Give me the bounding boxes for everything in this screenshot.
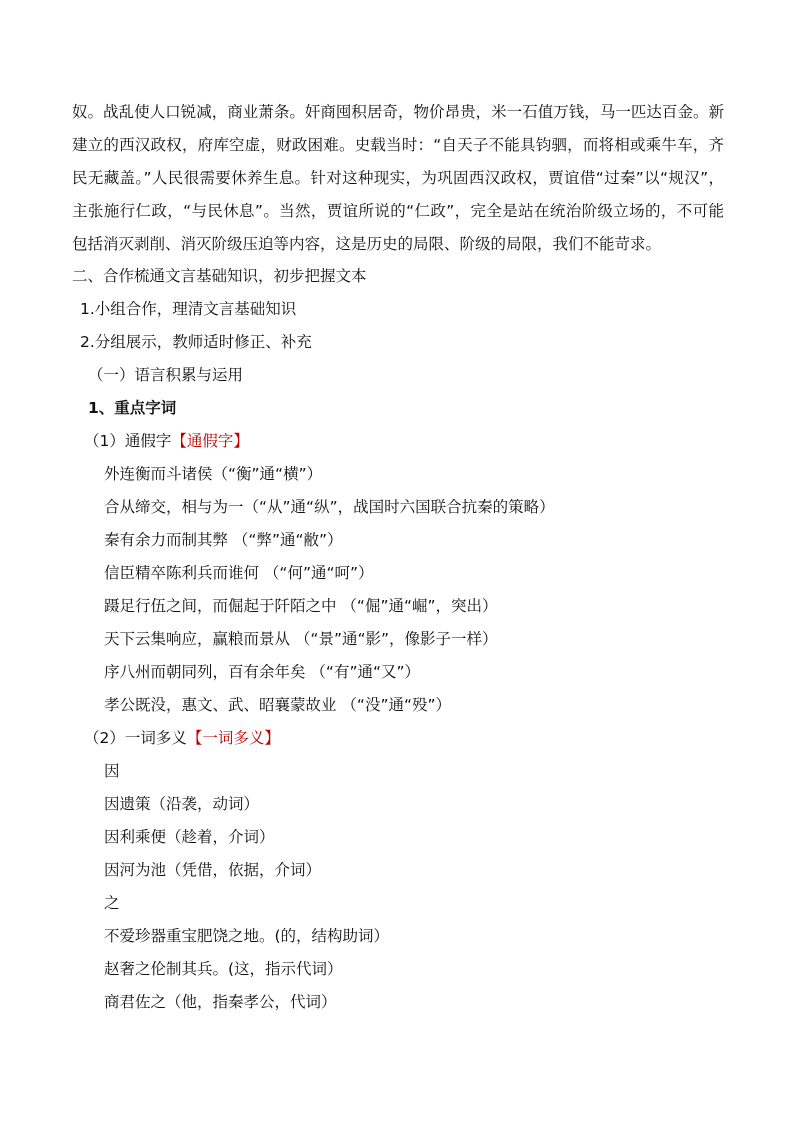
tongjia-example: 信臣精卒陈利兵而谁何 （“何”通“呵”）: [104, 564, 374, 582]
item-heading: 1、重点字词: [88, 399, 177, 417]
step-2: 2.分组展示，教师适时修正、补充: [80, 333, 312, 351]
tongjia-heading: [84, 430, 249, 452]
section-heading: 二、合作梳通文言基础知识，初步把握文本: [72, 267, 367, 285]
yiduo-example: 不爱珍器重宝肥饶之地。(的，结构助词）: [104, 927, 390, 945]
yiduo-label: （2）一词多义: [84, 729, 187, 747]
tongjia-example: 外连衡而斗诸侯（“衡”通“横”）: [104, 465, 323, 483]
subsection-heading: （一）语言积累与运用: [88, 366, 244, 384]
yiduo-example: 因河为池（凭借，依据，介词）: [104, 861, 322, 879]
tongjia-example: 序八州而朝同列，百有余年矣 （“有”通“又”）: [104, 663, 421, 681]
yiduo-tag: 【一词多义】: [186, 729, 280, 747]
yiduo-example: 商君佐之（他，指秦孝公，代词）: [104, 993, 337, 1011]
tongjia-example: 天下云集响应，赢粮而景从 （“景”通“影”，像影子一样）: [104, 630, 498, 648]
tongjia-example: 孝公既没，惠文、武、昭襄蒙故业 （“没”通“殁”）: [104, 696, 452, 714]
yiduo-example: 因遗策（沿袭，动词）: [104, 795, 260, 813]
yiduo-word: 因: [104, 762, 120, 780]
tongjia-example: 蹑足行伍之间，而倔起于阡陌之中 （“倔”通“崛”，突出）: [104, 597, 498, 615]
yiduo-example: 赵奢之伦制其兵。(这，指示代词）: [104, 960, 343, 978]
yiduo-heading: [84, 727, 280, 749]
tongjia-tag: 【通假字】: [171, 432, 249, 450]
yiduo-example: 因利乘便（趁着，介词）: [104, 828, 275, 846]
tongjia-label: （1）通假字: [84, 432, 172, 450]
step-1: 1.小组合作，理清文言基础知识: [80, 300, 297, 318]
tongjia-example: 秦有余力而制其弊 （“弊”通“敝”）: [104, 531, 343, 549]
intro-paragraph: 奴。战乱使人口锐减，商业萧条。奸商囤积居奇，物价昂贵，米一石值万钱，马一匹达百金。新建立的西汉政权，府库空虚，财政困难。史载当时：“自天子不能具钧驷，而将相或乘牛车，齐民无藏盖。”人民很需要休养生息。针对这种现实，为巩固西汉政权，贾谊借“过秦”以“规汉”，主张施行仁政，“与民休息”。当然，贾谊所说的“仁政”，完全是站在统治阶级立场的，不可能包括消灭剥削、消灭阶级压迫等内容，这是历史的局限、阶级的局限，我们不能苛求。: [72, 103, 724, 253]
tongjia-example: 合从缔交，相与为一（“从”通“纵”，战国时六国联合抗秦的策略）: [104, 498, 555, 516]
yiduo-word: 之: [104, 894, 120, 912]
